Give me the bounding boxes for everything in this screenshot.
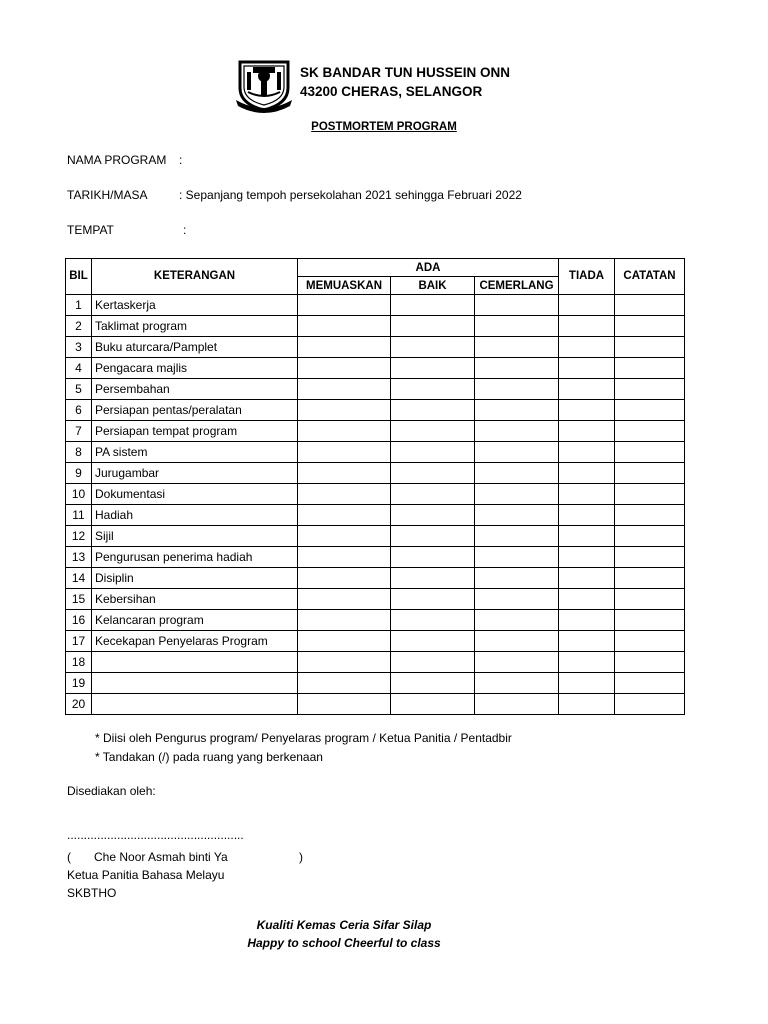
tiada-cell[interactable]	[559, 358, 615, 379]
row-description: Sijil	[92, 526, 298, 547]
prepared-by-label: Disediakan oleh:	[67, 784, 156, 798]
row-number: 10	[66, 484, 92, 505]
row-description: Hadiah	[92, 505, 298, 526]
instruction-note: * Tandakan (/) pada ruang yang berkenaan	[95, 750, 323, 764]
row-number: 14	[66, 568, 92, 589]
baik-cell[interactable]	[391, 400, 475, 421]
row-number: 1	[66, 295, 92, 316]
row-description: Pengacara majlis	[92, 358, 298, 379]
memuaskan-cell[interactable]	[298, 652, 391, 673]
baik-cell[interactable]	[391, 421, 475, 442]
signature-close-paren: )	[299, 850, 303, 864]
tiada-cell[interactable]	[559, 673, 615, 694]
catatan-cell[interactable]	[615, 589, 685, 610]
cemerlang-cell[interactable]	[475, 379, 559, 400]
tiada-cell[interactable]	[559, 337, 615, 358]
school-motto	[0, 916, 688, 952]
catatan-cell[interactable]	[615, 484, 685, 505]
header-baik: BAIK	[391, 277, 475, 295]
table-row	[66, 400, 685, 421]
memuaskan-cell[interactable]	[298, 316, 391, 337]
cemerlang-cell[interactable]	[475, 442, 559, 463]
catatan-cell[interactable]	[615, 694, 685, 715]
table-row	[66, 316, 685, 337]
row-description: Kelancaran program	[92, 610, 298, 631]
row-description: Jurugambar	[92, 463, 298, 484]
memuaskan-cell[interactable]	[298, 547, 391, 568]
signature-line: .....................................................	[67, 828, 244, 842]
cemerlang-cell[interactable]	[475, 484, 559, 505]
tiada-cell[interactable]	[559, 547, 615, 568]
baik-cell[interactable]	[391, 295, 475, 316]
baik-cell[interactable]	[391, 442, 475, 463]
tiada-cell[interactable]	[559, 484, 615, 505]
place-field	[67, 223, 187, 237]
cemerlang-cell[interactable]	[475, 694, 559, 715]
baik-cell[interactable]	[391, 631, 475, 652]
cemerlang-cell[interactable]	[475, 316, 559, 337]
catatan-cell[interactable]	[615, 526, 685, 547]
tiada-cell[interactable]	[559, 694, 615, 715]
cemerlang-cell[interactable]	[475, 463, 559, 484]
memuaskan-cell[interactable]	[298, 484, 391, 505]
table-row	[66, 610, 685, 631]
table-row	[66, 631, 685, 652]
table-row	[66, 673, 685, 694]
catatan-cell[interactable]	[615, 631, 685, 652]
baik-cell[interactable]	[391, 694, 475, 715]
catatan-cell[interactable]	[615, 379, 685, 400]
row-number: 20	[66, 694, 92, 715]
tiada-cell[interactable]	[559, 505, 615, 526]
signature-open-paren: (	[67, 850, 71, 864]
table-row	[66, 589, 685, 610]
instruction-note: * Diisi oleh Pengurus program/ Penyelaras program / Ketua Panitia / Pentadbir	[95, 731, 512, 745]
table-row	[66, 547, 685, 568]
table-row	[66, 358, 685, 379]
document-title: POSTMORTEM PROGRAM	[311, 121, 457, 133]
row-number: 5	[66, 379, 92, 400]
row-description: Taklimat program	[92, 316, 298, 337]
row-description	[92, 694, 298, 715]
row-number: 2	[66, 316, 92, 337]
memuaskan-cell[interactable]	[298, 358, 391, 379]
baik-cell[interactable]	[391, 316, 475, 337]
row-number: 4	[66, 358, 92, 379]
row-description: Disiplin	[92, 568, 298, 589]
header-bil: BIL	[66, 259, 92, 295]
cemerlang-cell[interactable]	[475, 505, 559, 526]
row-description: Kebersihan	[92, 589, 298, 610]
header-memuaskan: MEMUASKAN	[298, 277, 391, 295]
school-crest-icon	[234, 54, 294, 114]
catatan-cell[interactable]	[615, 673, 685, 694]
baik-cell[interactable]	[391, 673, 475, 694]
signature-block	[67, 848, 303, 902]
tiada-cell[interactable]	[559, 295, 615, 316]
catatan-cell[interactable]	[615, 547, 685, 568]
memuaskan-cell[interactable]	[298, 295, 391, 316]
row-description: Buku aturcara/Pamplet	[92, 337, 298, 358]
program-name-label: NAMA PROGRAM	[67, 153, 167, 167]
tiada-cell[interactable]	[559, 316, 615, 337]
motto-line-2: Happy to school Cheerful to class	[247, 936, 441, 950]
school-header	[300, 63, 510, 101]
instructions	[95, 729, 512, 767]
tiada-cell[interactable]	[559, 463, 615, 484]
row-description: Pengurusan penerima hadiah	[92, 547, 298, 568]
row-number: 3	[66, 337, 92, 358]
row-number: 6	[66, 400, 92, 421]
memuaskan-cell[interactable]	[298, 337, 391, 358]
header-catatan: CATATAN	[615, 259, 685, 295]
table-row	[66, 463, 685, 484]
cemerlang-cell[interactable]	[475, 358, 559, 379]
cemerlang-cell[interactable]	[475, 568, 559, 589]
baik-cell[interactable]	[391, 358, 475, 379]
catatan-cell[interactable]	[615, 442, 685, 463]
row-number: 16	[66, 610, 92, 631]
baik-cell[interactable]	[391, 547, 475, 568]
table-row	[66, 379, 685, 400]
cemerlang-cell[interactable]	[475, 631, 559, 652]
catatan-cell[interactable]	[615, 358, 685, 379]
tiada-cell[interactable]	[559, 631, 615, 652]
cemerlang-cell[interactable]	[475, 547, 559, 568]
row-number: 13	[66, 547, 92, 568]
catatan-cell[interactable]	[615, 610, 685, 631]
catatan-cell[interactable]	[615, 568, 685, 589]
tiada-cell[interactable]	[559, 379, 615, 400]
row-number: 11	[66, 505, 92, 526]
place-label: TEMPAT	[67, 223, 114, 237]
cemerlang-cell[interactable]	[475, 337, 559, 358]
tiada-cell[interactable]	[559, 400, 615, 421]
row-description: Persiapan pentas/peralatan	[92, 400, 298, 421]
row-description: Dokumentasi	[92, 484, 298, 505]
row-description: Kertaskerja	[92, 295, 298, 316]
catatan-cell[interactable]	[615, 316, 685, 337]
school-name: SK BANDAR TUN HUSSEIN ONN	[300, 65, 511, 80]
memuaskan-cell[interactable]	[298, 589, 391, 610]
table-row	[66, 295, 685, 316]
table-row	[66, 337, 685, 358]
cemerlang-cell[interactable]	[475, 400, 559, 421]
row-description: PA sistem	[92, 442, 298, 463]
table-row	[66, 484, 685, 505]
row-number: 9	[66, 463, 92, 484]
baik-cell[interactable]	[391, 568, 475, 589]
table-row	[66, 568, 685, 589]
signatory-name: Che Noor Asmah binti Ya	[94, 850, 228, 864]
table-row	[66, 652, 685, 673]
school-address: 43200 CHERAS, SELANGOR	[300, 84, 483, 99]
header-ada: ADA	[298, 259, 559, 277]
header-keterangan: KETERANGAN	[92, 259, 298, 295]
catatan-cell[interactable]	[615, 337, 685, 358]
tiada-cell[interactable]	[559, 568, 615, 589]
motto-line-1: Kualiti Kemas Ceria Sifar Silap	[256, 918, 432, 932]
catatan-cell[interactable]	[615, 505, 685, 526]
tiada-cell[interactable]	[559, 526, 615, 547]
memuaskan-cell[interactable]	[298, 442, 391, 463]
date-value: : Sepanjang tempoh persekolahan 2021 sehingga Februari 2022	[179, 188, 522, 202]
evaluation-table	[65, 258, 685, 715]
cemerlang-cell[interactable]	[475, 589, 559, 610]
header-cemerlang: CEMERLANG	[475, 277, 559, 295]
baik-cell[interactable]	[391, 379, 475, 400]
baik-cell[interactable]	[391, 484, 475, 505]
table-row	[66, 694, 685, 715]
header-tiada: TIADA	[559, 259, 615, 295]
table-row	[66, 505, 685, 526]
memuaskan-cell[interactable]	[298, 505, 391, 526]
signatory-position: Ketua Panitia Bahasa Melayu	[67, 868, 225, 882]
memuaskan-cell[interactable]	[298, 631, 391, 652]
table-row	[66, 421, 685, 442]
row-number: 19	[66, 673, 92, 694]
cemerlang-cell[interactable]	[475, 526, 559, 547]
row-description	[92, 673, 298, 694]
memuaskan-cell[interactable]	[298, 694, 391, 715]
baik-cell[interactable]	[391, 526, 475, 547]
row-number: 8	[66, 442, 92, 463]
memuaskan-cell[interactable]	[298, 421, 391, 442]
tiada-cell[interactable]	[559, 652, 615, 673]
memuaskan-cell[interactable]	[298, 526, 391, 547]
catatan-cell[interactable]	[615, 421, 685, 442]
row-number: 15	[66, 589, 92, 610]
catatan-cell[interactable]	[615, 652, 685, 673]
tiada-cell[interactable]	[559, 442, 615, 463]
memuaskan-cell[interactable]	[298, 463, 391, 484]
memuaskan-cell[interactable]	[298, 610, 391, 631]
catatan-cell[interactable]	[615, 463, 685, 484]
baik-cell[interactable]	[391, 505, 475, 526]
place-value: :	[183, 223, 187, 237]
row-number: 7	[66, 421, 92, 442]
row-description: Persembahan	[92, 379, 298, 400]
baik-cell[interactable]	[391, 589, 475, 610]
baik-cell[interactable]	[391, 463, 475, 484]
table-row	[66, 442, 685, 463]
row-description	[92, 652, 298, 673]
baik-cell[interactable]	[391, 652, 475, 673]
catatan-cell[interactable]	[615, 295, 685, 316]
memuaskan-cell[interactable]	[298, 568, 391, 589]
cemerlang-cell[interactable]	[475, 610, 559, 631]
date-field	[67, 188, 522, 202]
tiada-cell[interactable]	[559, 589, 615, 610]
baik-cell[interactable]	[391, 337, 475, 358]
date-label: TARIKH/MASA	[67, 188, 148, 202]
row-description: Persiapan tempat program	[92, 421, 298, 442]
catatan-cell[interactable]	[615, 400, 685, 421]
row-description: Kecekapan Penyelaras Program	[92, 631, 298, 652]
tiada-cell[interactable]	[559, 610, 615, 631]
cemerlang-cell[interactable]	[475, 673, 559, 694]
row-number: 17	[66, 631, 92, 652]
tiada-cell[interactable]	[559, 421, 615, 442]
memuaskan-cell[interactable]	[298, 379, 391, 400]
program-name-field	[67, 153, 183, 167]
signatory-organisation: SKBTHO	[67, 886, 117, 900]
cemerlang-cell[interactable]	[475, 652, 559, 673]
baik-cell[interactable]	[391, 610, 475, 631]
cemerlang-cell[interactable]	[475, 421, 559, 442]
program-name-value: :	[179, 153, 183, 167]
row-number: 12	[66, 526, 92, 547]
table-row	[66, 526, 685, 547]
memuaskan-cell[interactable]	[298, 673, 391, 694]
row-number: 18	[66, 652, 92, 673]
memuaskan-cell[interactable]	[298, 400, 391, 421]
cemerlang-cell[interactable]	[475, 295, 559, 316]
